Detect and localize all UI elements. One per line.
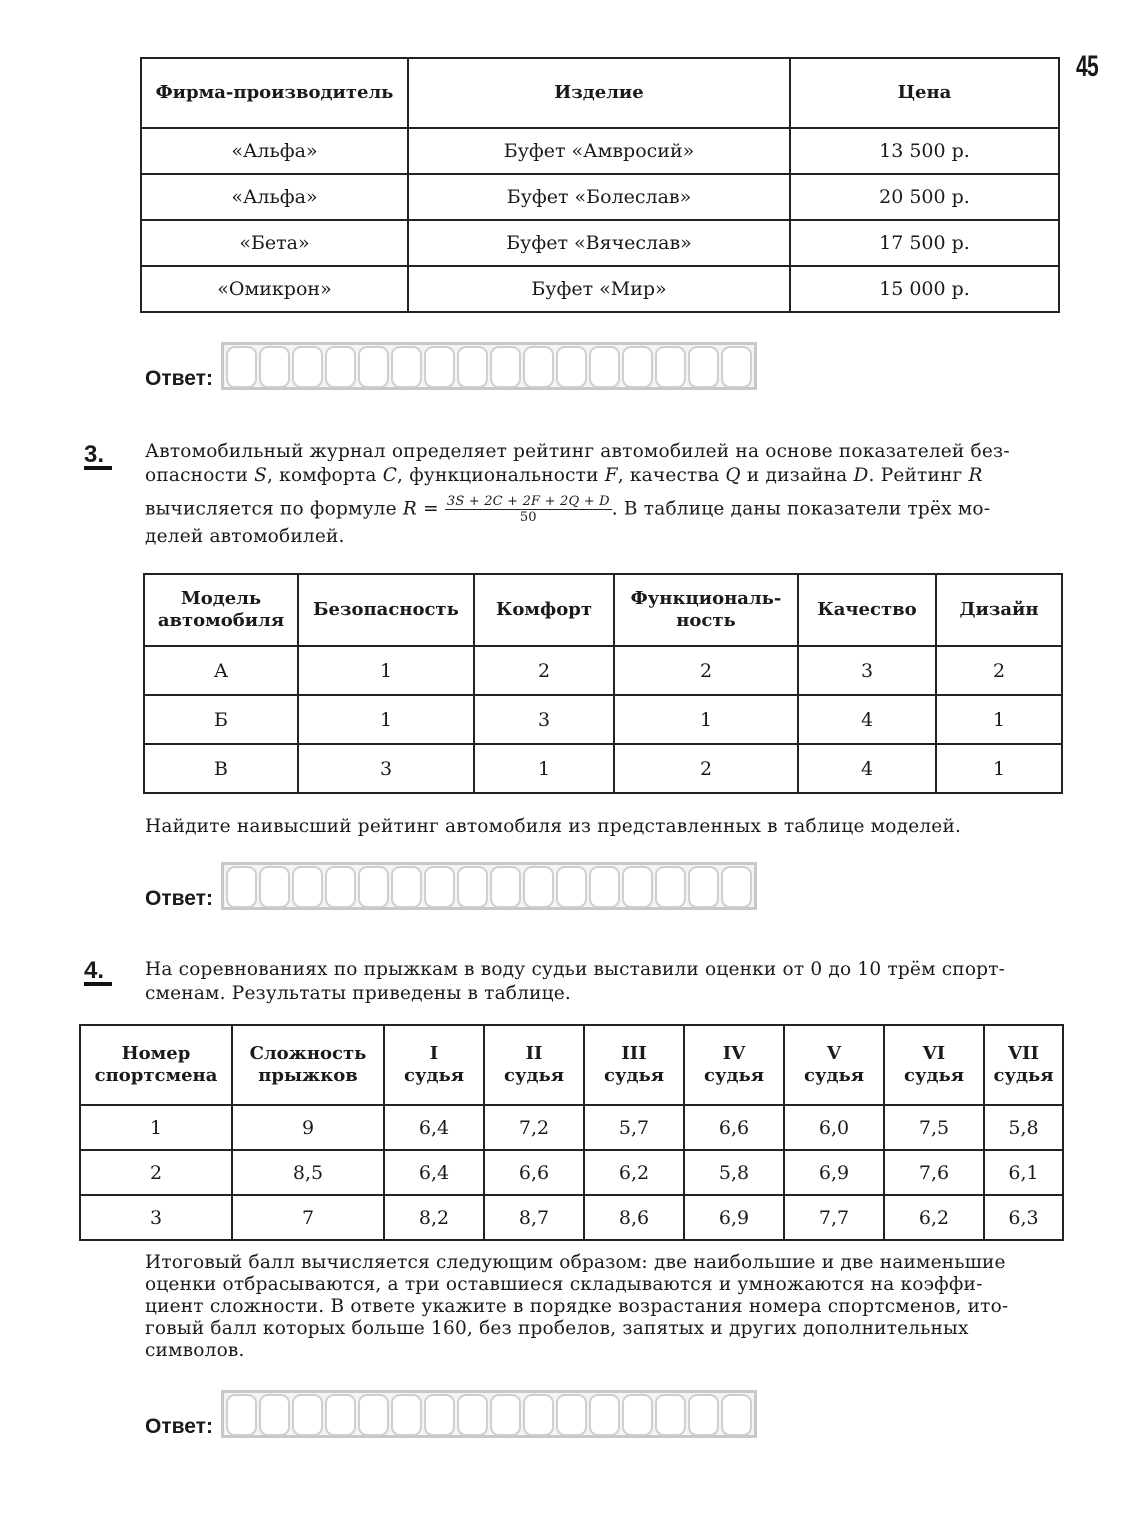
answer-cell[interactable]	[226, 866, 257, 908]
answer-cell[interactable]	[556, 346, 587, 388]
task4-number: 4.	[84, 960, 112, 986]
table-row	[144, 744, 1062, 793]
header-line: судья	[904, 1065, 964, 1086]
answer-cell[interactable]	[556, 866, 587, 908]
header-line: Сложность	[249, 1043, 367, 1064]
table-cell: 6,6	[684, 1105, 784, 1150]
answer-cell[interactable]	[655, 346, 686, 388]
text: . В таблице даны показатели трёх мо-	[611, 498, 991, 520]
answer-cell[interactable]	[523, 346, 554, 388]
answer-cell[interactable]	[259, 1394, 290, 1436]
table-header-row	[80, 1025, 1063, 1105]
var-q: Q	[725, 465, 741, 486]
header-line: судья	[604, 1065, 664, 1086]
table-cell: Б	[144, 695, 298, 744]
header-line: VI	[922, 1043, 946, 1064]
table-header-row	[144, 574, 1062, 646]
text: , комфорта	[267, 465, 383, 486]
table-cell: А	[144, 646, 298, 695]
answer-cell[interactable]	[721, 1394, 752, 1436]
table-cell: 6,4	[384, 1150, 484, 1195]
task2-answer	[145, 342, 757, 390]
answer-cell[interactable]	[721, 346, 752, 388]
answer-cell[interactable]	[292, 1394, 323, 1436]
header-line: прыжков	[258, 1065, 358, 1086]
table-cell: 8,7	[484, 1195, 584, 1240]
table-cell: 8,6	[584, 1195, 684, 1240]
answer-cell[interactable]	[424, 866, 455, 908]
header-line: судья	[804, 1065, 864, 1086]
task4-text	[145, 958, 1065, 1006]
task4-line: сменам. Результаты приведены в таблице.	[145, 983, 571, 1004]
table-cell: 3	[798, 646, 936, 695]
header-line: V	[827, 1043, 841, 1064]
answer-cell[interactable]	[622, 346, 653, 388]
task3-car-table	[143, 573, 1063, 794]
table-row	[80, 1195, 1063, 1240]
answer-cell[interactable]	[688, 346, 719, 388]
answer-cell[interactable]	[325, 866, 356, 908]
text: . Рейтинг	[868, 465, 969, 486]
table-cell: 6,3	[984, 1195, 1063, 1240]
table-row	[141, 174, 1059, 220]
answer-cell[interactable]	[688, 1394, 719, 1436]
formula-denominator: 50	[519, 510, 537, 525]
table-cell: 8,5	[232, 1150, 384, 1195]
header-line: судья	[404, 1065, 464, 1086]
task4-answer-input[interactable]	[221, 1390, 757, 1438]
table-row	[141, 220, 1059, 266]
task3-answer-input[interactable]	[221, 862, 757, 910]
answer-cell[interactable]	[490, 346, 521, 388]
table-cell: 2	[80, 1150, 232, 1195]
header-line: IV	[722, 1043, 746, 1064]
header-cell	[232, 1025, 384, 1105]
task3-number: 3.	[84, 444, 112, 470]
table-cell: 7,5	[884, 1105, 984, 1150]
explanation-line: оценки отбрасываются, а три оставшиеся складываются и умножаются на коэффи-	[145, 1274, 983, 1295]
answer-cell[interactable]	[589, 1394, 620, 1436]
table-cell: 15 000 р.	[790, 266, 1059, 312]
answer-cell[interactable]	[589, 346, 620, 388]
table-cell: 20 500 р.	[790, 174, 1059, 220]
header-cell: Изделие	[408, 58, 790, 128]
answer-cell[interactable]	[457, 346, 488, 388]
answer-label: Ответ:	[145, 1415, 213, 1438]
table-cell: Буфет «Амвросий»	[408, 128, 790, 174]
header-cell	[984, 1025, 1063, 1105]
table-cell: 6,1	[984, 1150, 1063, 1195]
table-cell: «Альфа»	[141, 128, 408, 174]
table-cell: 9	[232, 1105, 384, 1150]
table-cell: 17 500 р.	[790, 220, 1059, 266]
table-row	[144, 695, 1062, 744]
table-cell: 1	[936, 695, 1062, 744]
task4-line: На соревнованиях по прыжкам в воду судьи выставили оценки от 0 до 10 трём спорт-	[145, 959, 1006, 980]
answer-cell[interactable]	[490, 1394, 521, 1436]
table-cell: 6,4	[384, 1105, 484, 1150]
answer-cell[interactable]	[358, 866, 389, 908]
table-cell: «Альфа»	[141, 174, 408, 220]
header-cell: Цена	[790, 58, 1059, 128]
var-f: F	[604, 465, 618, 486]
header-cell	[384, 1025, 484, 1105]
header-line: III	[621, 1043, 647, 1064]
task3-line: делей автомобилей.	[145, 526, 345, 547]
header-line: судья	[993, 1065, 1054, 1086]
table-cell: Буфет «Болеслав»	[408, 174, 790, 220]
answer-cell[interactable]	[391, 866, 422, 908]
var-s: S	[254, 465, 268, 486]
table-cell: 1	[936, 744, 1062, 793]
table-cell: 13 500 р.	[790, 128, 1059, 174]
explanation-line: символов.	[145, 1340, 245, 1361]
table-cell: 3	[474, 695, 614, 744]
answer-cell[interactable]	[688, 866, 719, 908]
task3-question: Найдите наивысший рейтинг автомобиля из представленных в таблице моделей.	[145, 816, 962, 837]
text: вычисляется по формуле	[145, 498, 403, 520]
header-line: Номер	[121, 1043, 191, 1064]
answer-cell[interactable]	[391, 346, 422, 388]
answer-label: Ответ:	[145, 887, 213, 910]
formula-lhs: R =	[402, 498, 439, 520]
table-cell: 6,6	[484, 1150, 584, 1195]
task4-diving-table	[79, 1024, 1064, 1241]
table-cell: 1	[298, 646, 474, 695]
table-row	[80, 1105, 1063, 1150]
answer-cell[interactable]	[457, 1394, 488, 1436]
answer-cell[interactable]	[622, 866, 653, 908]
answer-cell[interactable]	[292, 866, 323, 908]
answer-cell[interactable]	[424, 346, 455, 388]
table-cell: 6,0	[784, 1105, 884, 1150]
var-d: D	[853, 465, 869, 486]
table-cell: «Бета»	[141, 220, 408, 266]
header-cell: Дизайн	[936, 574, 1062, 646]
explanation-line: говый балл которых больше 160, без пробелов, запятых и других дополнительных	[145, 1318, 969, 1339]
header-line: VII	[1008, 1043, 1039, 1064]
answer-cell[interactable]	[259, 346, 290, 388]
answer-cell[interactable]	[721, 866, 752, 908]
table-cell: 1	[298, 695, 474, 744]
header-cell: Модель автомобиля	[144, 574, 298, 646]
task3-line	[145, 494, 1065, 525]
formula-numerator: 3S + 2C + 2F + 2Q + D	[446, 494, 610, 509]
answer-cell[interactable]	[523, 866, 554, 908]
table-cell: 7,6	[884, 1150, 984, 1195]
answer-cell[interactable]	[292, 346, 323, 388]
header-line: II	[525, 1043, 543, 1064]
explanation-line: Итоговый балл вычисляется следующим образом: две наибольшие и две наименьшие	[145, 1252, 1006, 1273]
header-line: спортсмена	[94, 1065, 218, 1086]
header-cell	[80, 1025, 232, 1105]
table-cell: 4	[798, 744, 936, 793]
answer-cell[interactable]	[655, 1394, 686, 1436]
header-cell: Безопасность	[298, 574, 474, 646]
answer-cell[interactable]	[457, 866, 488, 908]
answer-cell[interactable]	[589, 866, 620, 908]
table-cell: 2	[936, 646, 1062, 695]
table-cell: Буфет «Вячеслав»	[408, 220, 790, 266]
task3-answer	[145, 862, 757, 910]
answer-cell[interactable]	[556, 1394, 587, 1436]
text: и дизайна	[740, 465, 854, 486]
answer-cell[interactable]	[391, 1394, 422, 1436]
header-line: I	[429, 1043, 439, 1064]
header-cell: Функциональ-ность	[614, 574, 798, 646]
var-r: R	[968, 465, 983, 486]
table-cell: 5,8	[984, 1105, 1063, 1150]
answer-cell[interactable]	[655, 866, 686, 908]
table-row	[144, 646, 1062, 695]
header-line: судья	[704, 1065, 764, 1086]
table-cell: 4	[798, 695, 936, 744]
answer-cell[interactable]	[622, 1394, 653, 1436]
table-cell: 3	[298, 744, 474, 793]
table-cell: 1	[474, 744, 614, 793]
table-cell: 5,8	[684, 1150, 784, 1195]
page-number: 45	[1076, 50, 1098, 83]
text: , функциональности	[397, 465, 605, 486]
table-cell: 7,2	[484, 1105, 584, 1150]
header-cell	[584, 1025, 684, 1105]
table-cell: 1	[80, 1105, 232, 1150]
task3-line	[145, 464, 1065, 488]
table-cell: 8,2	[384, 1195, 484, 1240]
text: , качества	[617, 465, 726, 486]
var-c: C	[382, 465, 398, 486]
table-cell: «Омикрон»	[141, 266, 408, 312]
task2-price-table	[140, 57, 1060, 313]
header-cell: Фирма-производитель	[141, 58, 408, 128]
table-cell: 6,2	[884, 1195, 984, 1240]
table-header-row	[141, 58, 1059, 128]
table-cell: 6,9	[784, 1150, 884, 1195]
table-row	[141, 128, 1059, 174]
task3-line: Автомобильный журнал определяет рейтинг автомобилей на основе показателей без-	[145, 441, 1010, 462]
table-cell: Буфет «Мир»	[408, 266, 790, 312]
header-cell	[484, 1025, 584, 1105]
task4-answer	[145, 1390, 757, 1438]
table-cell: В	[144, 744, 298, 793]
text: опасности	[145, 465, 255, 486]
answer-cell[interactable]	[226, 1394, 257, 1436]
answer-cell[interactable]	[259, 866, 290, 908]
header-cell	[684, 1025, 784, 1105]
header-cell	[884, 1025, 984, 1105]
answer-cell[interactable]	[523, 1394, 554, 1436]
answer-cell[interactable]	[358, 346, 389, 388]
task3-text	[145, 440, 1065, 549]
answer-cell[interactable]	[424, 1394, 455, 1436]
answer-cell[interactable]	[490, 866, 521, 908]
explanation-line: циент сложности. В ответе укажите в порядке возрастания номера спортсменов, ито-	[145, 1296, 1009, 1317]
table-cell: 3	[80, 1195, 232, 1240]
table-cell: 7	[232, 1195, 384, 1240]
table-row	[141, 266, 1059, 312]
header-line: судья	[504, 1065, 564, 1086]
table-cell: 1	[614, 695, 798, 744]
task4-explanation	[145, 1252, 1065, 1362]
answer-cell[interactable]	[325, 1394, 356, 1436]
table-cell: 2	[614, 646, 798, 695]
table-cell: 2	[614, 744, 798, 793]
formula-fraction	[445, 494, 612, 525]
answer-cell[interactable]	[325, 346, 356, 388]
table-cell: 5,7	[584, 1105, 684, 1150]
table-cell: 2	[474, 646, 614, 695]
table-row	[80, 1150, 1063, 1195]
header-cell	[784, 1025, 884, 1105]
table-cell: 6,2	[584, 1150, 684, 1195]
answer-cell[interactable]	[226, 346, 257, 388]
answer-cell[interactable]	[358, 1394, 389, 1436]
header-cell: Комфорт	[474, 574, 614, 646]
header-cell: Качество	[798, 574, 936, 646]
table-cell: 6,9	[684, 1195, 784, 1240]
answer-label: Ответ:	[145, 367, 213, 390]
table-cell: 7,7	[784, 1195, 884, 1240]
task2-answer-input[interactable]	[221, 342, 757, 390]
